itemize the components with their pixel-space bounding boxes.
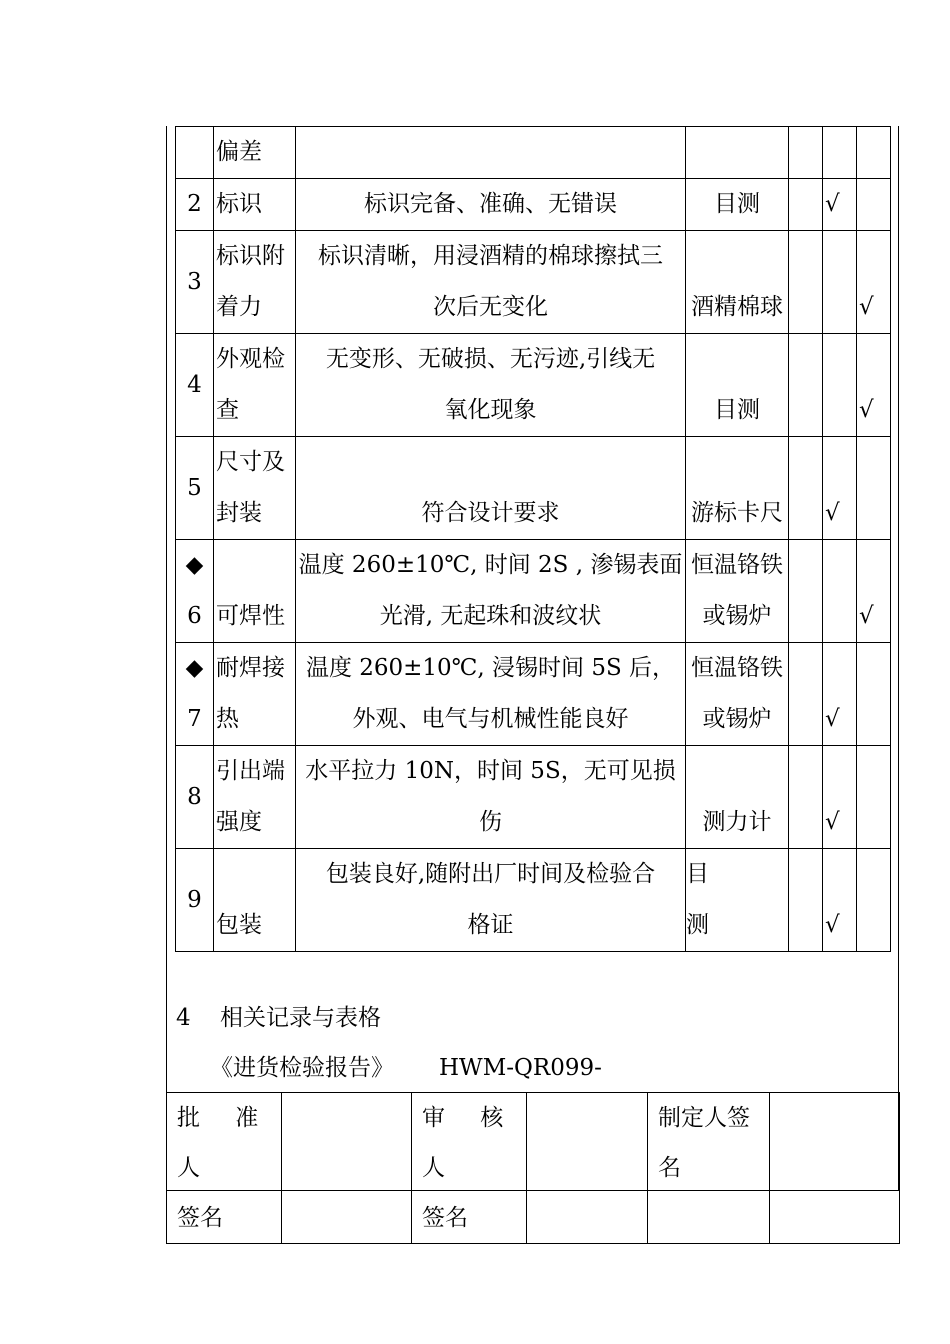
row-number: 8 <box>176 746 214 849</box>
method: 目测 <box>686 334 789 437</box>
table-row <box>176 643 891 746</box>
maker-signature-field[interactable] <box>770 1093 900 1244</box>
signature-table <box>166 1092 900 1244</box>
maker-label: 制定人签 名 <box>648 1093 770 1244</box>
requirement <box>296 127 686 179</box>
method: 酒精棉球 <box>686 231 789 334</box>
check-mark: √ <box>823 643 857 746</box>
item-name: 可焊性 <box>214 540 296 643</box>
method: 目测 <box>686 179 789 231</box>
inspection-table <box>175 126 891 952</box>
record-code: HWM-QR099- <box>439 1055 602 1081</box>
method: 目 测 <box>686 849 789 952</box>
item-name: 包装 <box>214 849 296 952</box>
row-number: 5 <box>176 437 214 540</box>
diamond-marker-icon: ◆ <box>185 655 204 681</box>
check-mark: √ <box>857 540 891 643</box>
requirement: 温度 260±10℃, 时间 2S , 渗锡表面 光滑, 无起珠和波纹状 <box>296 540 686 643</box>
section-number: 4 <box>176 1005 191 1031</box>
item-name: 标识附 着力 <box>214 231 296 334</box>
requirement: 无变形、无破损、无污迹,引线无 氧化现象 <box>296 334 686 437</box>
table-row <box>176 746 891 849</box>
requirement: 水平拉力 10N，时间 5S，无可见损 伤 <box>296 746 686 849</box>
method <box>686 127 789 179</box>
row-number: 2 <box>176 179 214 231</box>
section-title: 相关记录与表格 <box>220 1005 381 1031</box>
check-mark: √ <box>823 179 857 231</box>
item-name: 尺寸及 封装 <box>214 437 296 540</box>
check-mark: √ <box>823 437 857 540</box>
row-number: 3 <box>176 231 214 334</box>
row-number: ◆ 6 <box>176 540 214 643</box>
requirement: 包装良好,随附出厂时间及检验合 格证 <box>296 849 686 952</box>
item-name: 引出端 强度 <box>214 746 296 849</box>
table-row <box>176 334 891 437</box>
requirement: 符合设计要求 <box>296 437 686 540</box>
item-name: 耐焊接 热 <box>214 643 296 746</box>
approver-label: 批 准 人 签名 <box>167 1093 282 1244</box>
check-mark: √ <box>857 334 891 437</box>
method: 恒温铬铁 或锡炉 <box>686 540 789 643</box>
record-name: 《进货检验报告》 <box>210 1055 394 1081</box>
row-number: ◆ 7 <box>176 643 214 746</box>
table-row <box>176 127 891 179</box>
check-mark: √ <box>823 849 857 952</box>
check-mark: √ <box>857 231 891 334</box>
section-heading <box>176 993 381 1044</box>
check-mark: √ <box>823 746 857 849</box>
record-line <box>210 1043 602 1094</box>
table-row <box>176 437 891 540</box>
table-row <box>176 179 891 231</box>
diamond-marker-icon: ◆ <box>185 552 204 578</box>
row-number <box>176 127 214 179</box>
row-number: 4 <box>176 334 214 437</box>
requirement: 温度 260±10℃, 浸锡时间 5S 后， 外观、电气与机械性能良好 <box>296 643 686 746</box>
row-number: 9 <box>176 849 214 952</box>
reviewer-signature-field[interactable] <box>527 1093 648 1244</box>
table-row <box>176 231 891 334</box>
method: 恒温铬铁 或锡炉 <box>686 643 789 746</box>
method: 游标卡尺 <box>686 437 789 540</box>
requirement: 标识完备、准确、无错误 <box>296 179 686 231</box>
method: 测力计 <box>686 746 789 849</box>
item-name: 外观检 查 <box>214 334 296 437</box>
item-name: 标识 <box>214 179 296 231</box>
reviewer-label: 审 核 人 签名 <box>412 1093 527 1244</box>
requirement: 标识清晰，用浸酒精的棉球擦拭三 次后无变化 <box>296 231 686 334</box>
approver-signature-field[interactable] <box>282 1093 412 1244</box>
table-row <box>176 540 891 643</box>
item-name: 偏差 <box>214 127 296 179</box>
table-row <box>176 849 891 952</box>
